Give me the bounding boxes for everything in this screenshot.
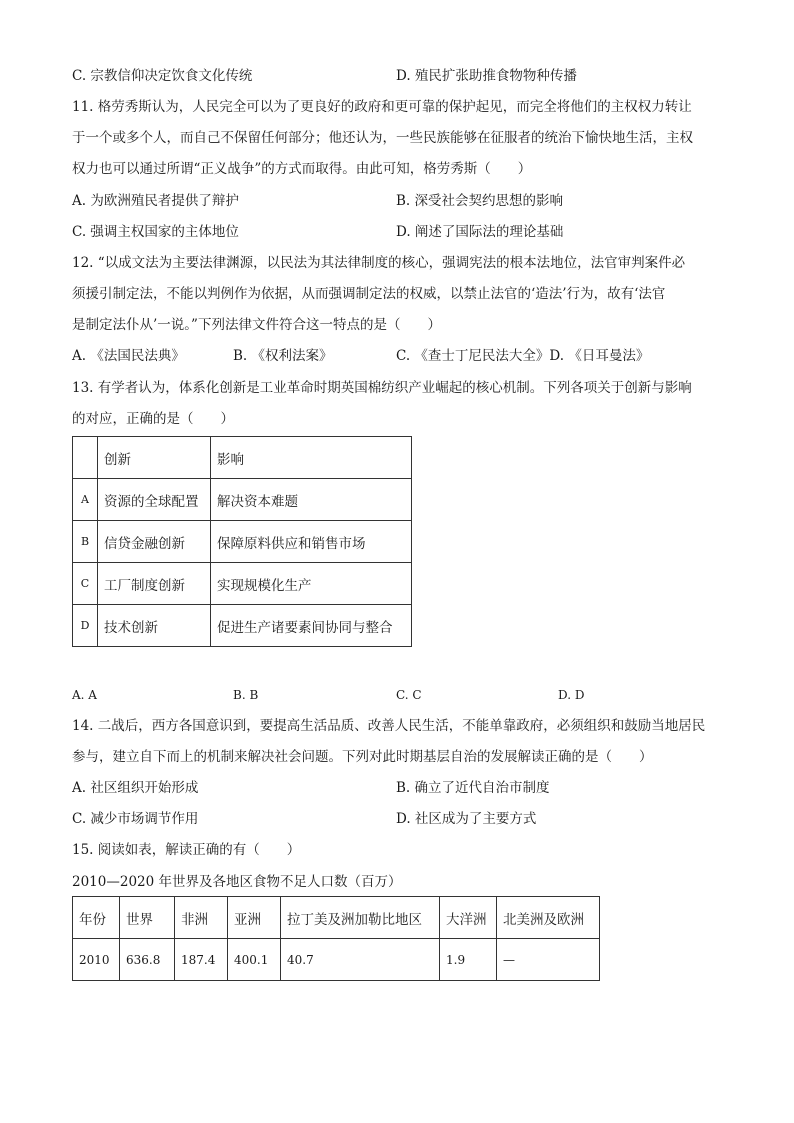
table-cell: 40.7 xyxy=(281,939,440,981)
table-cell: 实现规模化生产 xyxy=(211,563,412,605)
q12-stem-line-2: 须援引制定法，不能以判例作为依据，从而强调制定法的权威，以禁止法官的‘造法’行为，故有‘法官 xyxy=(72,286,666,302)
q13-stem-line-1: 13. 有学者认为，体系化创新是工业革命时期英国棉纺织产业崛起的核心机制。下列各项关于创新与影响 xyxy=(72,380,692,396)
table-cell: 解决资本难题 xyxy=(211,479,412,521)
table-header-cell: 拉丁美及洲加勒比地区 xyxy=(281,897,440,939)
table-header-cell: 非洲 xyxy=(175,897,228,939)
table-header-row xyxy=(73,897,600,939)
q11-stem-line-1: 11. 格劳秀斯认为，人民完全可以为了更良好的政府和更可靠的保护起见，而完全将他们的主权权力转让 xyxy=(72,99,692,115)
q10-option-c: C. 宗教信仰决定饮食文化传统 xyxy=(72,68,253,84)
table-cell: 工厂制度创新 xyxy=(98,563,211,605)
q14-option-b: B. 确立了近代自治市制度 xyxy=(396,780,550,796)
table-cell: 1.9 xyxy=(440,939,497,981)
table-cell: 资源的全球配置 xyxy=(98,479,211,521)
q14-option-c: C. 减少市场调节作用 xyxy=(72,811,199,827)
q12-stem-line-1: 12. “以成文法为主要法律渊源，以民法为其法律制度的核心，强调宪法的根本法地位，法官审判案件必 xyxy=(72,255,686,271)
q12-option-a: A. 《法国民法典》 xyxy=(72,348,185,364)
table-header-cell: 亚洲 xyxy=(228,897,281,939)
q13-option-d: D. D xyxy=(558,688,585,702)
q11-stem-line-3: 权力也可以通过所谓“正义战争”的方式而取得。由此可知，格劳秀斯（ ） xyxy=(72,161,532,177)
table-row xyxy=(73,563,412,605)
q11-stem-line-2: 于一个或多个人，而自己不保留任何部分；他还认为，一些民族能够在征服者的统治下愉快地生活，主权 xyxy=(72,130,693,146)
q11-option-a: A. 为欧洲殖民者提供了辩护 xyxy=(72,193,239,209)
table-header-cell: 世界 xyxy=(120,897,175,939)
table-header-cell: 创新 xyxy=(98,437,211,479)
table-cell: 636.8 xyxy=(120,939,175,981)
q13-table xyxy=(72,436,412,647)
table-cell: D xyxy=(73,605,98,647)
table-cell: 187.4 xyxy=(175,939,228,981)
table-cell: 促进生产诸要素间协同与整合 xyxy=(211,605,412,647)
q12-stem-line-3: 是制定法仆从’一说。”下列法律文件符合这一特点的是（ ） xyxy=(72,317,441,333)
table-cell: 信贷金融创新 xyxy=(98,521,211,563)
table-cell: 保障原料供应和销售市场 xyxy=(211,521,412,563)
table-cell: B xyxy=(73,521,98,563)
q15-table xyxy=(72,896,600,981)
table-row xyxy=(73,939,600,981)
table-header-cell: 北美洲及欧洲 xyxy=(497,897,600,939)
q13-stem-line-2: 的对应，正确的是（ ） xyxy=(72,411,234,427)
q14-stem-line-1: 14. 二战后，西方各国意识到，要提高生活品质、改善人民生活，不能单靠政府，必须组织和鼓励当地居民 xyxy=(72,718,706,734)
q13-option-c: C. C xyxy=(396,688,422,702)
table-header-row xyxy=(73,437,412,479)
table-row xyxy=(73,605,412,647)
table-cell: — xyxy=(497,939,600,981)
table-row xyxy=(73,479,412,521)
table-header-cell: 年份 xyxy=(73,897,120,939)
table-cell: C xyxy=(73,563,98,605)
table-cell: 400.1 xyxy=(228,939,281,981)
q14-option-a: A. 社区组织开始形成 xyxy=(72,780,199,796)
q15-table-title: 2010—2020 年世界及各地区食物不足人口数（百万） xyxy=(72,874,402,890)
table-cell: 技术创新 xyxy=(98,605,211,647)
q12-option-cd: C. 《查士丁尼民法大全》D. 《日耳曼法》 xyxy=(396,348,650,364)
q11-option-c: C. 强调主权国家的主体地位 xyxy=(72,224,239,240)
table-header-cell: 影响 xyxy=(211,437,412,479)
q12-option-b: B. 《权利法案》 xyxy=(233,348,333,364)
q13-option-b: B. B xyxy=(233,688,259,702)
table-cell: 2010 xyxy=(73,939,120,981)
q14-option-d: D. 社区成为了主要方式 xyxy=(396,811,537,827)
q13-option-a: A. A xyxy=(72,688,97,702)
q10-option-d: D. 殖民扩张助推食物物种传播 xyxy=(396,68,577,84)
table-header-cell xyxy=(73,437,98,479)
table-header-cell: 大洋洲 xyxy=(440,897,497,939)
table-cell: A xyxy=(73,479,98,521)
q11-option-d: D. 阐述了国际法的理论基础 xyxy=(396,224,564,240)
q15-stem: 15. 阅读如表，解读正确的有（ ） xyxy=(72,842,301,858)
table-row xyxy=(73,521,412,563)
q11-option-b: B. 深受社会契约思想的影响 xyxy=(396,193,564,209)
q14-stem-line-2: 参与，建立自下而上的机制来解决社会问题。下列对此时期基层自治的发展解读正确的是（ ） xyxy=(72,749,653,765)
